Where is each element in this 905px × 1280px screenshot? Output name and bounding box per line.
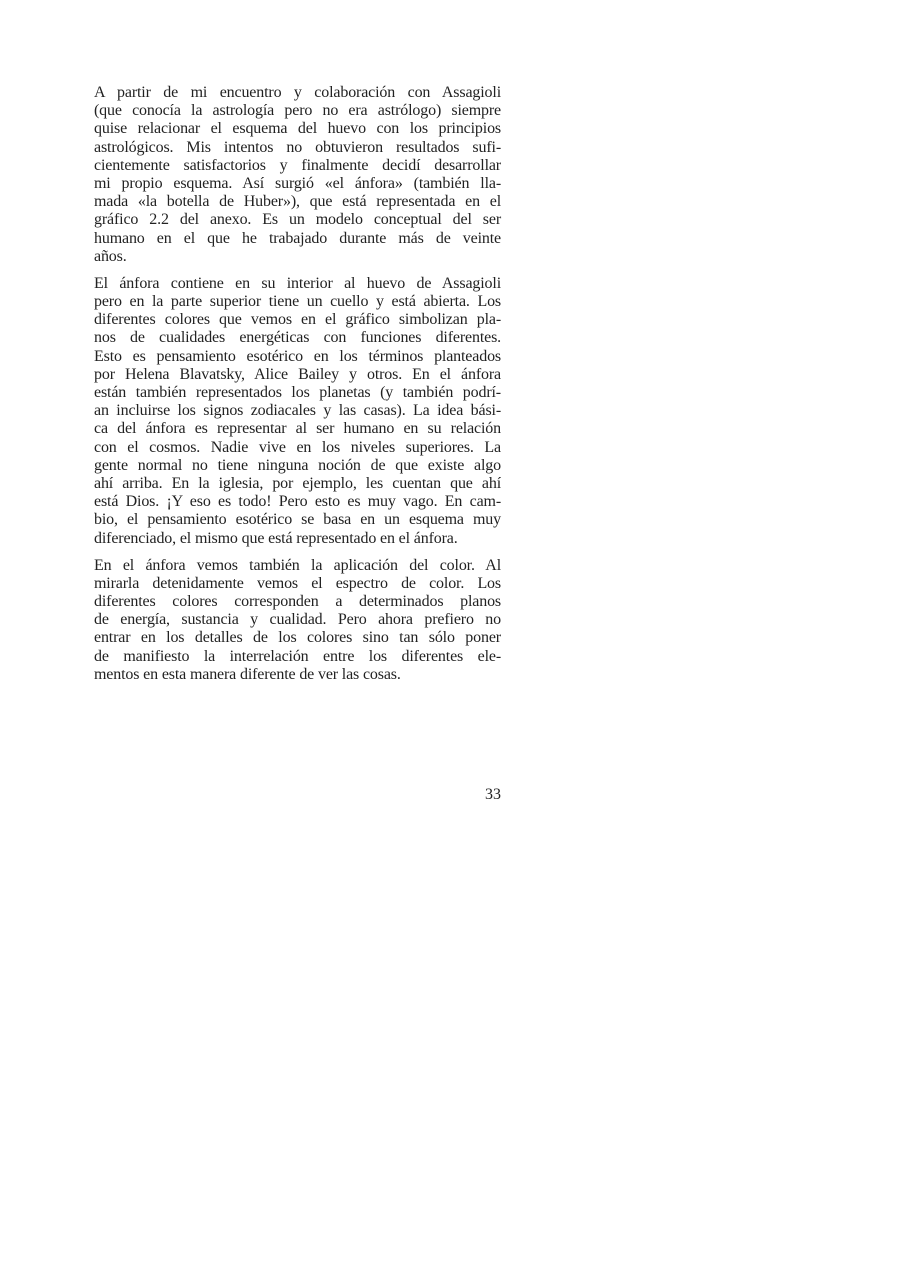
text-line: ahí arriba. En la iglesia, por ejemplo, les cuentan que ahí <box>94 474 501 492</box>
text-line: humano en el que he trabajado durante más de veinte <box>94 229 501 247</box>
text-line: mentos en esta manera diferente de ver las cosas. <box>94 665 401 683</box>
text-line: quise relacionar el esquema del huevo con los principios <box>94 120 501 138</box>
paragraph-2 <box>94 275 501 548</box>
text-line: de energía, sustancia y cualidad. Pero ahora prefiero no <box>94 611 501 629</box>
text-line: gráfico 2.2 del anexo. Es un modelo conceptual del ser <box>94 211 501 229</box>
text-line: En el ánfora vemos también la aplicación del color. Al <box>94 556 501 574</box>
paragraph-1 <box>94 84 501 266</box>
paragraph-3 <box>94 557 501 684</box>
text-line: está Dios. ¡Y eso es todo! Pero esto es muy vago. En cam- <box>94 493 501 511</box>
text-line: Esto es pensamiento esotérico en los términos planteados <box>94 347 501 365</box>
text-line: nos de cualidades energéticas con funciones diferentes. <box>94 329 501 347</box>
text-line: bio, el pensamiento esotérico se basa en un esquema muy <box>94 511 501 529</box>
body-text <box>94 84 501 693</box>
text-line: ca del ánfora es representar al ser humano en su relación <box>94 420 501 438</box>
text-line: diferenciado, el mismo que está representado en el ánfora. <box>94 529 458 547</box>
text-line: años. <box>94 247 127 265</box>
text-line: (que conocía la astrología pero no era astrólogo) siempre <box>94 102 501 120</box>
text-line: gente normal no tiene ninguna noción de que existe algo <box>94 456 501 474</box>
text-line: con el cosmos. Nadie vive en los niveles superiores. La <box>94 438 501 456</box>
text-line: cientemente satisfactorios y finalmente decidí desarrollar <box>94 156 501 174</box>
text-line: de manifiesto la interrelación entre los diferentes ele- <box>94 647 501 665</box>
text-line: entrar en los detalles de los colores sino tan sólo poner <box>94 629 501 647</box>
text-line: an incluirse los signos zodiacales y las casas). La idea bási- <box>94 402 501 420</box>
text-line: mi propio esquema. Así surgió «el ánfora» (también lla- <box>94 174 501 192</box>
text-line: mirarla detenidamente vemos el espectro de color. Los <box>94 574 501 592</box>
text-line: diferentes colores corresponden a determinados planos <box>94 593 501 611</box>
text-line: mada «la botella de Huber»), que está representada en el <box>94 193 501 211</box>
text-line: pero en la parte superior tiene un cuello y está abierta. Los <box>94 293 501 311</box>
text-line: astrológicos. Mis intentos no obtuvieron resultados sufi- <box>94 138 501 156</box>
text-line: diferentes colores que vemos en el gráfico simbolizan pla- <box>94 311 501 329</box>
text-line: A partir de mi encuentro y colaboración con Assagioli <box>94 84 501 101</box>
text-line: están también representados los planetas (y también podrí- <box>94 384 501 401</box>
text-line: El ánfora contiene en su interior al huevo de Assagioli <box>94 274 501 292</box>
text-line: por Helena Blavatsky, Alice Bailey y otros. En el ánfora <box>94 365 501 383</box>
page-number: 33 <box>485 786 501 803</box>
